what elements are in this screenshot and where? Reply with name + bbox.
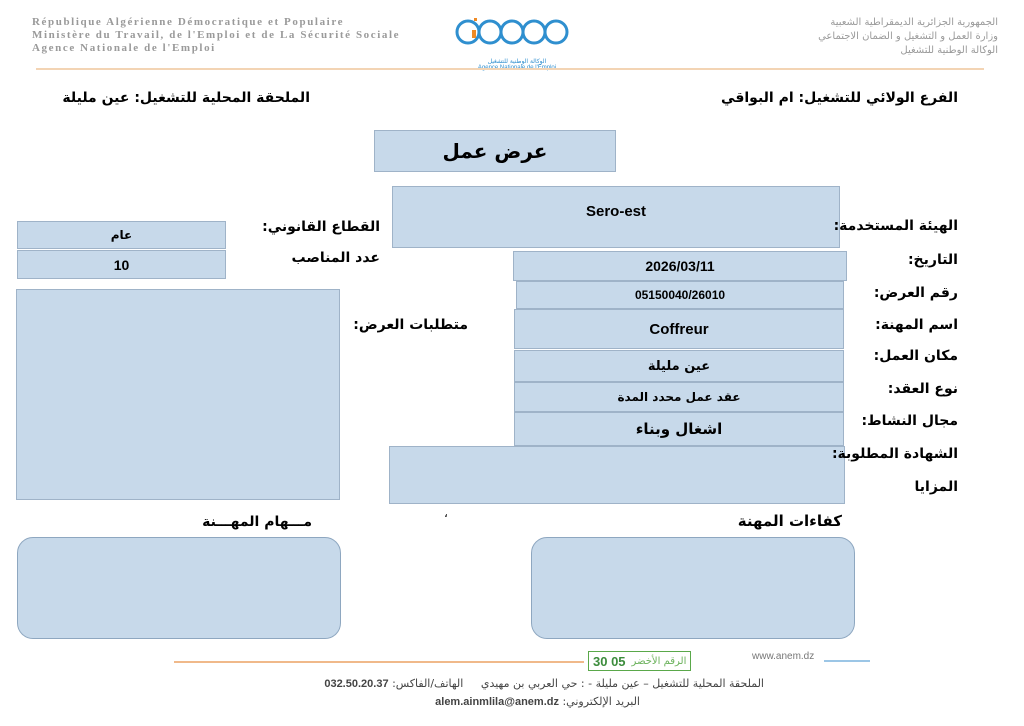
diploma-benefits-field: [389, 446, 845, 504]
contract-type-field: [514, 382, 844, 412]
date-value: 2026/03/11: [645, 258, 715, 274]
header-ar-line2: وزارة العمل و التشغيل و الضمان الاجتماعي: [818, 31, 998, 42]
footer-divider-right: [824, 660, 870, 662]
green-number-badge: [588, 651, 691, 671]
activity-value: اشغال وبناء: [635, 420, 723, 438]
document-title-text: عرض عمل: [442, 139, 548, 163]
job-name-value: Coffreur: [649, 320, 709, 338]
activity-label: مجال النشاط:: [861, 413, 958, 429]
header-fr-line3: Agence Nationale de l'Emploi: [32, 42, 216, 54]
legal-sector-label: القطاع القانوني:: [262, 219, 380, 235]
header-french: [32, 16, 400, 55]
header-fr-line2: Ministère du Travail, de l'Emploi et de La Sécurité Sociale: [32, 29, 401, 41]
anem-logo-icon: [452, 14, 582, 54]
stray-mark: ،: [444, 506, 448, 520]
footer-divider-left: [174, 661, 584, 663]
offer-number-label: رقم العرض:: [873, 285, 958, 301]
requirements-label: متطلبات العرض:: [353, 317, 468, 333]
contract-type-value: عقد عمل محدد المدة: [617, 390, 741, 404]
green-number-label: الرقم الأخضر: [631, 655, 687, 667]
offer-number-value: 05150040/26010: [634, 288, 726, 302]
footer-address: الملحقة المحلية للتشغيل – عين مليلة - : حي العربي بن مهيدي: [480, 677, 764, 690]
header-ar-line1: الجمهورية الجزائرية الديمقراطية الشعبية: [830, 17, 998, 28]
job-name-field: [514, 309, 844, 349]
date-field: [513, 251, 847, 281]
footer-address-line: [282, 677, 764, 690]
legal-sector-value: عام: [110, 228, 133, 242]
skills-box: [531, 537, 855, 639]
tasks-box: [17, 537, 341, 639]
logo-caption-ar: الوكالة الوطنية للتشغيل: [487, 58, 547, 65]
header-fr-line1: République Algérienne Démocratique et Populaire: [32, 16, 345, 28]
employer-field: [392, 186, 840, 248]
regional-branch: الفرع الولائي للتشغيل: ام البواقي: [721, 90, 958, 106]
footer-phone-label: الهاتف/الفاكس:: [392, 677, 464, 690]
employer-value: Sero-est: [585, 203, 647, 220]
website-link[interactable]: www.anem.dz: [752, 651, 815, 662]
diploma-label: الشهادة المطلوبة:: [831, 446, 958, 462]
local-branch: الملحقة المحلية للتشغيل: عين مليلة: [62, 90, 310, 106]
legal-sector-field: [17, 221, 226, 249]
work-place-value: عين مليلة: [647, 358, 711, 374]
footer-email-line: [400, 695, 640, 708]
job-name-label: اسم المهنة:: [875, 317, 958, 333]
skills-heading: كفاءات المهنة: [737, 512, 842, 530]
document-title: [374, 130, 616, 172]
offer-number-field: [516, 281, 844, 309]
contract-type-label: نوع العقد:: [887, 381, 958, 397]
footer-email-label: البريد الإلكتروني:: [562, 695, 640, 708]
work-place-label: مكان العمل:: [873, 348, 958, 364]
employer-label: الهيئة المستخدمة:: [833, 218, 958, 234]
anem-logo: [452, 14, 582, 66]
work-place-field: [514, 350, 844, 382]
benefits-label: المزايا: [914, 479, 958, 495]
activity-field: [514, 412, 844, 446]
footer-email[interactable]: alem.ainmlila@anem.dz: [435, 696, 559, 708]
positions-label: عدد المناصب: [291, 250, 380, 266]
header-arabic: [818, 16, 998, 58]
positions-value: 10: [113, 256, 130, 273]
footer-phone: 032.50.20.37: [324, 678, 389, 690]
positions-field: [17, 250, 226, 279]
header-divider: [36, 68, 984, 70]
header-ar-line3: الوكالة الوطنية للتشغيل: [900, 45, 998, 56]
green-number: 30 05: [593, 653, 626, 669]
requirements-field: [16, 289, 340, 500]
date-label: التاريخ:: [907, 252, 958, 268]
tasks-heading: مـــهام المهـــنة: [202, 514, 312, 530]
